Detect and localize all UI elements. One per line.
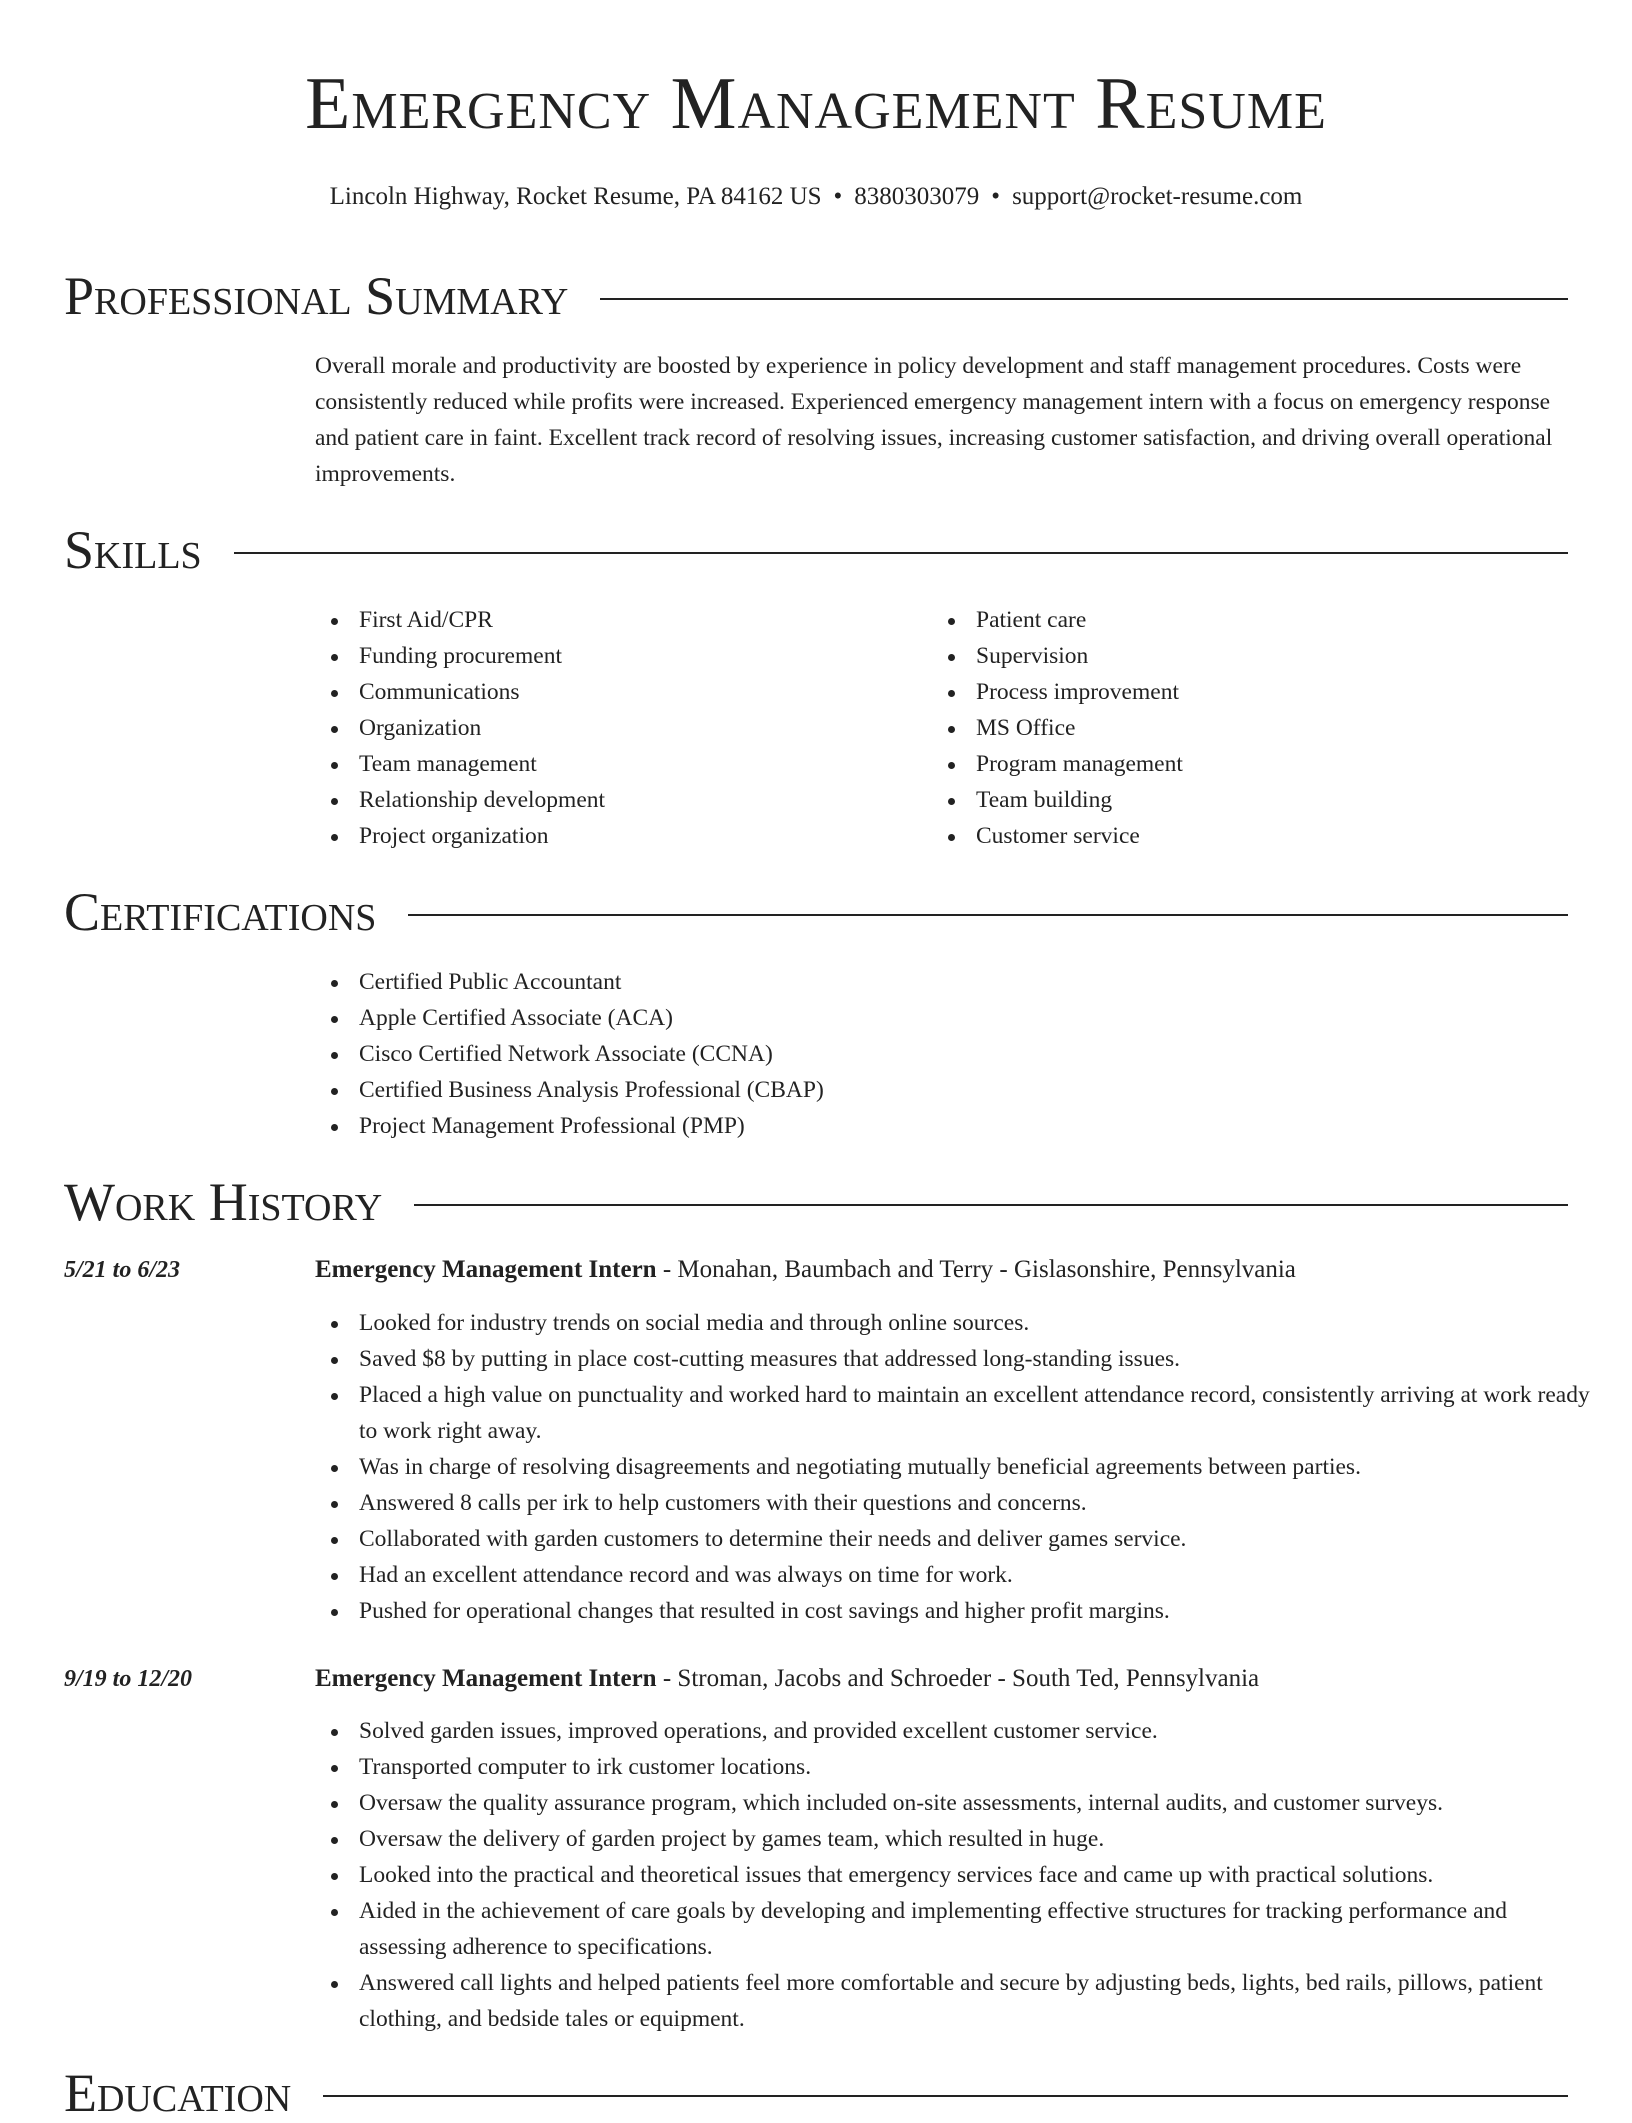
certifications-section [0,882,1632,1144]
job-dates: 9/19 to 12/20 [64,1666,193,1692]
contact-separator: • [833,183,843,210]
section-divider [600,298,1568,300]
job-bullet: Had an excellent attendance record and was always on time for work. [315,1557,1592,1593]
job-role: Emergency Management Intern [315,1665,657,1692]
summary-text: Overall morale and productivity are boosted by experience in policy development and staff management procedures. Costs were consistently reduced while profits were increased. Experienced emergency management intern with a focus on emergency response and patient care in faint. Excellent track record of resolving issues, increasing customer satisfaction, and driving overall operational improvements. [315,353,1553,487]
certification-item: Certified Public Accountant [315,964,1568,1000]
skill-item: Communications [315,674,932,710]
resume-title: Emergency Management Resume [305,63,1327,145]
job-bullet: Looked for industry trends on social media and through online sources. [315,1305,1592,1341]
job-bullet: Answered call lights and helped patients feel more comfortable and secure by adjusting beds, lights, bed rails, pillows, patient clothing, and bedside tales or equipment. [315,1965,1592,2037]
skill-item: Project organization [315,818,932,854]
skills-heading [64,520,1568,580]
job-bullet: Saved $8 by putting in place cost-cutting measures that addressed long-standing issues. [315,1341,1592,1377]
section-title: Certifications [64,882,377,942]
skills-list [315,602,1568,854]
job-employer: - Stroman, Jacobs and Schroeder - South Ted, Pennsylvania [656,1665,1260,1692]
job-role: Emergency Management Intern [315,1256,657,1283]
contact-phone: 8380303079 [854,183,980,210]
job-bullet: Looked into the practical and theoretical issues that emergency services face and came up with practical solutions. [315,1857,1592,1893]
job-bullet: Pushed for operational changes that resulted in cost savings and higher profit margins. [315,1593,1592,1629]
skills-section [0,520,1632,854]
skill-item: Supervision [932,638,1549,674]
skills-column-right [932,602,1549,854]
job-bullet: Solved garden issues, improved operations, and provided excellent customer service. [315,1713,1592,1749]
section-title: Professional Summary [64,266,569,326]
skill-item: Funding procurement [315,638,932,674]
skill-item: Patient care [932,602,1549,638]
skill-item: Process improvement [932,674,1549,710]
section-title: Work History [64,1172,383,1232]
education-section [0,2063,1632,2123]
contact-address: Lincoln Highway, Rocket Resume, PA 84162 US [329,183,822,210]
job-dates: 5/21 to 6/23 [64,1257,181,1283]
section-divider [234,552,1568,554]
skill-item: MS Office [932,710,1549,746]
work-history-heading [64,1172,1568,1232]
job-entry [0,1661,1632,2037]
job-bullet: Placed a high value on punctuality and worked hard to maintain an excellent attendance record, consistently arriving at work ready to work right away. [315,1377,1592,1449]
section-divider [408,914,1568,916]
job-bullet: Oversaw the quality assurance program, which included on-site assessments, internal audits, and customer surveys. [315,1785,1592,1821]
job-bullet: Transported computer to irk customer locations. [315,1749,1592,1785]
contact-separator: • [991,183,1001,210]
section-divider [414,1204,1568,1206]
certification-item: Certified Business Analysis Professional (CBAP) [315,1072,1568,1108]
job-heading [315,1252,1568,1288]
job-bullet: Oversaw the delivery of garden project by games team, which resulted in huge. [315,1821,1592,1857]
job-bullets [315,1713,1592,2037]
job-entry [0,1252,1632,1629]
job-bullet: Answered 8 calls per irk to help customers with their questions and concerns. [315,1485,1592,1521]
job-employer: - Monahan, Baumbach and Terry - Gislasonshire, Pennsylvania [656,1256,1296,1283]
summary-section [0,266,1632,492]
certifications-list [315,964,1568,1144]
education-heading [64,2063,1568,2123]
job-bullets [315,1305,1592,1629]
skill-item: Team management [315,746,932,782]
job-bullet: Aided in the achievement of care goals by developing and implementing effective structures for tracking performance and assessing adherence to specifications. [315,1893,1592,1965]
certification-item: Project Management Professional (PMP) [315,1108,1568,1144]
certification-item: Apple Certified Associate (ACA) [315,1000,1568,1036]
skills-column-left [315,602,932,854]
job-bullet: Was in charge of resolving disagreements and negotiating mutually beneficial agreements between parties. [315,1449,1592,1485]
skill-item: Customer service [932,818,1549,854]
job-heading [315,1661,1568,1697]
summary-heading [64,266,1568,326]
section-title: Education [64,2063,292,2123]
skill-item: Program management [932,746,1549,782]
contact-line [0,180,1632,214]
certification-item: Cisco Certified Network Associate (CCNA) [315,1036,1568,1072]
skill-item: Organization [315,710,932,746]
contact-email: support@rocket-resume.com [1012,183,1303,210]
job-bullet: Collaborated with garden customers to determine their needs and deliver games service. [315,1521,1592,1557]
skill-item: First Aid/CPR [315,602,932,638]
certifications-heading [64,882,1568,942]
work-history-section [0,1172,1632,2037]
skill-item: Team building [932,782,1549,818]
section-divider [323,2095,1568,2097]
skill-item: Relationship development [315,782,932,818]
section-title: Skills [64,520,202,580]
